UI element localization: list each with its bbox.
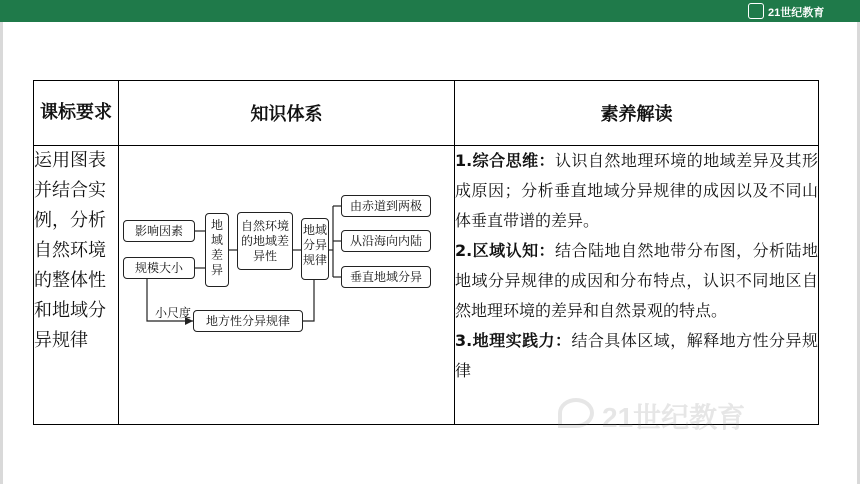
lesson-table bbox=[33, 80, 819, 425]
literacy-item bbox=[455, 146, 818, 236]
literacy-label: 2.区域认知： bbox=[455, 241, 556, 260]
vertical-box: 垂直地域分异 bbox=[341, 266, 431, 288]
influence-box: 影响因素 bbox=[123, 220, 195, 242]
header-requirement: 课标要求 bbox=[34, 81, 119, 146]
left-border bbox=[0, 22, 3, 484]
equator-poles-box: 由赤道到两极 bbox=[341, 195, 431, 217]
watermark bbox=[558, 394, 838, 434]
small-scale-label: 小尺度 bbox=[155, 306, 192, 320]
literacy-label: 3.地理实践力： bbox=[455, 331, 572, 350]
watermark-text: 21世纪教育 bbox=[602, 402, 746, 433]
literacy-text: 认识自然地理环境的地域差异及其形成原因；分析垂直地域分异规律的成因以及不同山体垂直带谱的差异。 bbox=[455, 151, 818, 230]
knowledge-map bbox=[119, 146, 455, 424]
literacy-text: 结合陆地自然地带分布图，分析陆地地域分异规律的成因和分布特点，认识不同地区自然地理环境的差异和自然景观的特点。 bbox=[455, 241, 818, 320]
top-banner bbox=[0, 0, 860, 22]
local-law-box: 地方性分异规律 bbox=[193, 310, 303, 332]
natural-env-box: 自然环境的地域差异性 bbox=[237, 212, 293, 270]
table-header-row bbox=[34, 81, 819, 146]
requirement-cell bbox=[34, 146, 119, 425]
literacy-cell bbox=[455, 146, 819, 425]
site-logo[interactable] bbox=[748, 3, 832, 19]
literacy-text: 结合具体区域，解释地方性分异规律 bbox=[455, 331, 818, 380]
literacy-label: 1.综合思维： bbox=[455, 151, 556, 170]
logo-icon bbox=[748, 3, 764, 19]
scale-box: 规模大小 bbox=[123, 257, 195, 279]
header-knowledge: 知识体系 bbox=[119, 81, 455, 146]
requirement-text: 运用图表并结合实例，分析自然环境的整体性和地域分异规律 bbox=[34, 150, 106, 351]
knowledge-map-cell bbox=[119, 146, 455, 425]
literacy-item bbox=[455, 326, 818, 386]
literacy-item bbox=[455, 236, 818, 326]
coast-inland-box: 从沿海向内陆 bbox=[341, 230, 431, 252]
zonal-law-box: 地域分异规律 bbox=[301, 218, 329, 280]
header-literacy: 素养解读 bbox=[455, 81, 819, 146]
logo-text: 21世纪教育 bbox=[768, 7, 825, 19]
table-row bbox=[34, 146, 819, 425]
watermark-logo-icon bbox=[558, 398, 594, 428]
regional-diff-box: 地域差异 bbox=[205, 213, 229, 287]
